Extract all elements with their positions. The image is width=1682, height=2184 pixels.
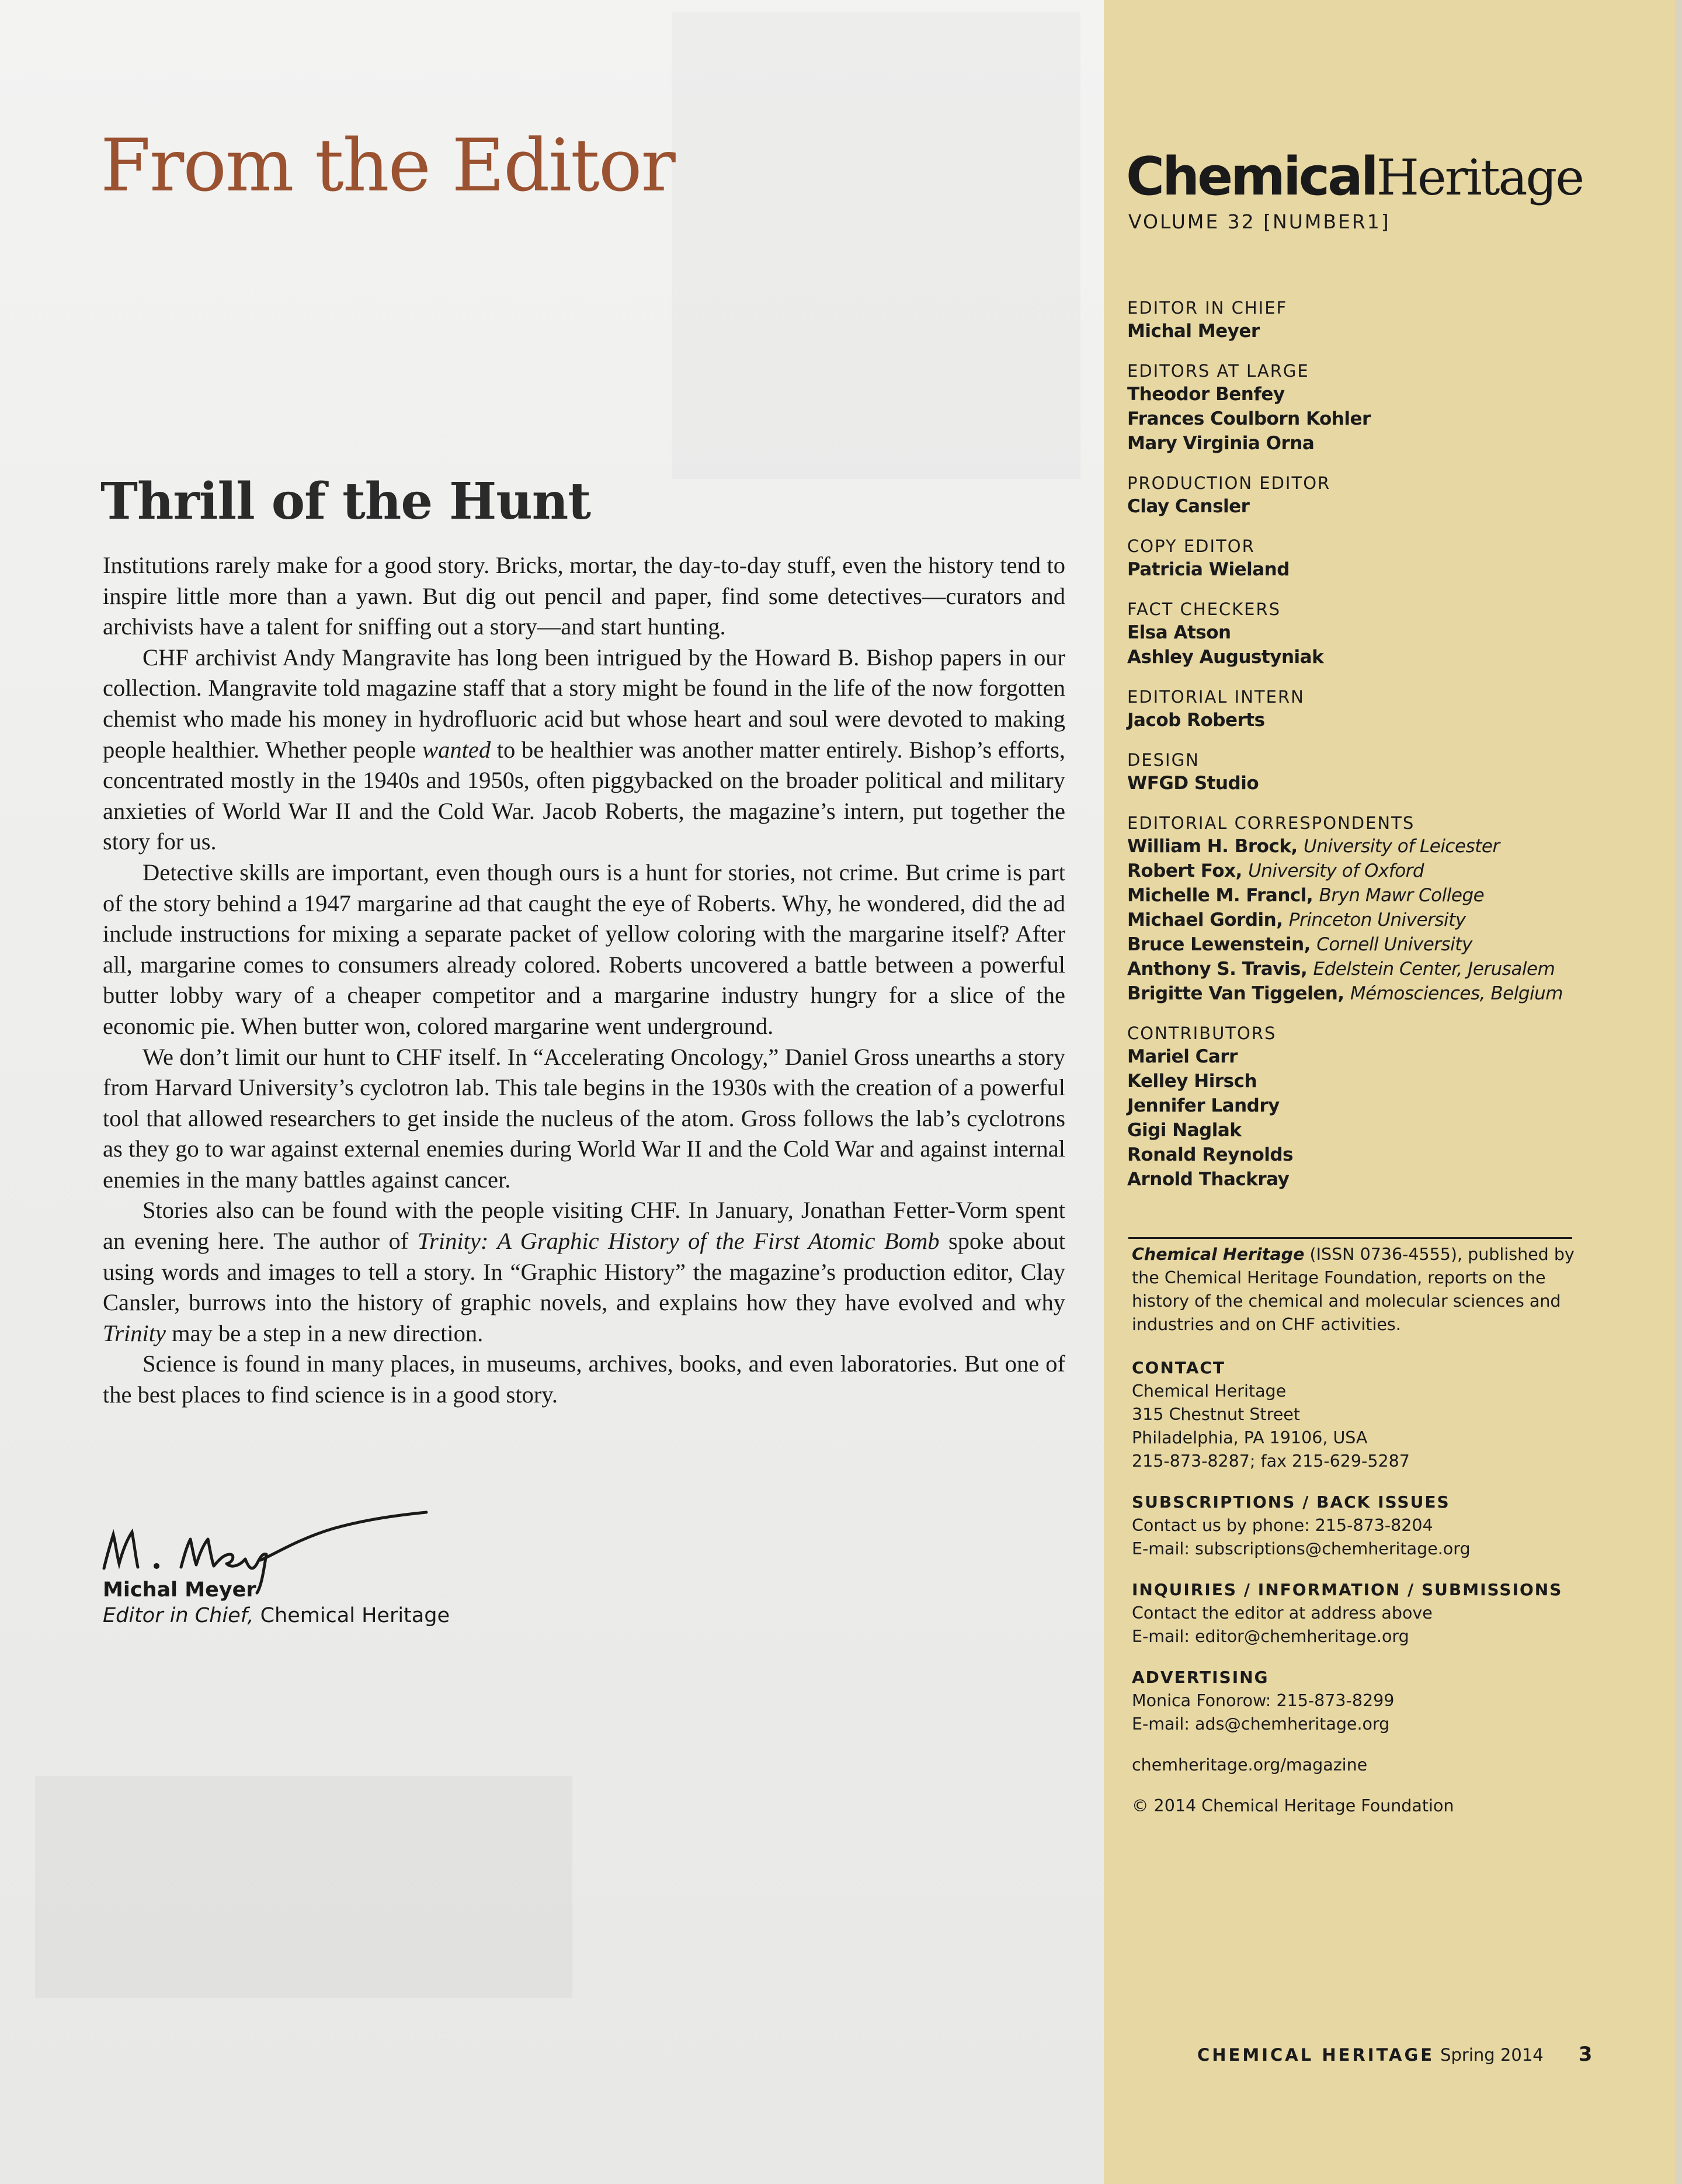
page-footer [1197, 2043, 1653, 2066]
article-title: Thrill of the Hunt [100, 472, 591, 531]
footer-magazine: CHEMICAL HERITAGE [1197, 2045, 1435, 2065]
contact-line: © 2014 Chemical Heritage Foundation [1132, 1796, 1454, 1815]
person-name: Jacob Roberts [1127, 710, 1265, 731]
masthead-role-label: EDITOR IN CHIEF [1127, 298, 1288, 318]
contact-heading: INQUIRIES / INFORMATION / SUBMISSIONS [1132, 1580, 1563, 1599]
masthead-role-label: EDITORIAL INTERN [1127, 687, 1305, 707]
publication-line: history of the chemical and molecular sciences and [1132, 1291, 1561, 1311]
masthead-section [1127, 812, 1653, 1006]
masthead-person [1127, 771, 1653, 796]
masthead-person [1127, 382, 1653, 407]
masthead-person [1127, 1093, 1653, 1118]
masthead-logo-bold: Chemical [1126, 146, 1377, 207]
masthead-section [1127, 686, 1653, 732]
page-edge [1675, 0, 1682, 2184]
person-affiliation: Edelstein Center, Jerusalem [1313, 959, 1555, 980]
masthead-person [1127, 932, 1653, 957]
person-name: Anthony S. Travis, [1127, 959, 1308, 980]
masthead-section [1127, 749, 1653, 796]
person-affiliation: Princeton University [1288, 909, 1466, 930]
masthead-person [1127, 859, 1653, 883]
masthead-role-label: DESIGN [1127, 750, 1200, 770]
footer-issue: Spring 2014 [1440, 2045, 1544, 2065]
person-name: Bruce Lewenstein, [1127, 934, 1311, 955]
person-name: Mary Virginia Orna [1127, 433, 1315, 454]
masthead-person [1127, 431, 1653, 456]
article-paragraph [103, 643, 1065, 857]
publication-line: (ISSN 0736-4555), published by [1304, 1245, 1575, 1264]
person-affiliation: University of Oxford [1248, 860, 1424, 881]
contact-heading: SUBSCRIPTIONS / BACK ISSUES [1132, 1492, 1450, 1512]
masthead-person [1127, 908, 1653, 932]
paragraph-text: may be a step in a new direction. [166, 1320, 484, 1346]
masthead-person [1127, 981, 1653, 1006]
masthead-role-label: COPY EDITOR [1127, 536, 1255, 556]
person-name: Elsa Atson [1127, 622, 1231, 643]
masthead-role-label: CONTRIBUTORS [1127, 1023, 1277, 1043]
person-name: Arnold Thackray [1127, 1169, 1290, 1190]
person-name: WFGD Studio [1127, 773, 1259, 794]
paragraph-text: CHF archivist Andy Mangravite has long been intrigued by the Howard B. Bishop papers in our collection. Mangravite told magazine staff that a story might be found in the life of the now forgotten chemist who made his money in hydrofluoric acid but whose heart and soul were devoted to making people healthier. Whether people [103, 644, 1065, 763]
contact-block [1132, 1356, 1634, 1473]
paragraph-text: Stories also can be found with the people visiting CHF. In January, Jonathan Fetter-Vorm spent an evening here. The author of [103, 1197, 1065, 1255]
person-name: Ashley Augustyniak [1127, 647, 1324, 668]
masthead-person [1127, 407, 1653, 431]
italic-title: wanted [422, 736, 491, 763]
contact-heading: CONTACT [1132, 1358, 1226, 1377]
publication-statement [1132, 1243, 1634, 1336]
publication-line: industries and on CHF activities. [1132, 1315, 1401, 1334]
person-affiliation: Bryn Mawr College [1319, 885, 1485, 906]
person-name: Michelle M. Francl, [1127, 885, 1313, 906]
publication-info [1132, 1243, 1634, 1835]
person-name: Kelley Hirsch [1127, 1071, 1257, 1092]
paragraph-text: to be healthier was another matter entirely. Bishop’s efforts, concentrated mostly in the 1940s and 1950s, often piggybacked on the broader political and military anxieties of World War II and the Cold War. Jacob Roberts, the magazine’s intern, put together the story for us. [103, 736, 1065, 855]
contact-line: 315 Chestnut Street [1132, 1405, 1300, 1424]
signature-role-publication: Chemical Heritage [253, 1604, 450, 1627]
contact-block [1132, 1578, 1634, 1648]
masthead-role-label: FACT CHECKERS [1127, 599, 1281, 619]
publication-line: the Chemical Heritage Foundation, reports on the [1132, 1268, 1546, 1287]
contact-block [1132, 1666, 1634, 1736]
person-name: Gigi Naglak [1127, 1120, 1242, 1141]
masthead-person [1127, 645, 1653, 669]
masthead-person [1127, 1118, 1653, 1143]
masthead-logo-serif: Heritage [1376, 149, 1583, 206]
masthead-section [1127, 598, 1653, 669]
person-name: Clay Cansler [1127, 496, 1250, 517]
contact-line: Contact us by phone: 215-873-8204 [1132, 1516, 1433, 1535]
person-name: Ronald Reynolds [1127, 1144, 1294, 1165]
contact-line: Monica Fonorow: 215-873-8299 [1132, 1691, 1395, 1710]
masthead-section [1127, 535, 1653, 582]
section-heading: From the Editor [100, 124, 675, 208]
person-name: Michael Gordin, [1127, 909, 1283, 930]
page-number: 3 [1578, 2043, 1593, 2066]
signature-role [103, 1604, 450, 1627]
masthead-person [1127, 834, 1653, 859]
contact-line: chemheritage.org/magazine [1132, 1755, 1368, 1775]
person-affiliation: Cornell University [1316, 934, 1472, 955]
contact-line: E-mail: ads@chemheritage.org [1132, 1714, 1390, 1734]
article-paragraph [103, 1349, 1065, 1410]
contact-block [1132, 1491, 1634, 1561]
masthead-person [1127, 1069, 1653, 1093]
contact-block [1132, 1794, 1634, 1818]
contact-line: Philadelphia, PA 19106, USA [1132, 1428, 1368, 1447]
paragraph-text: Institutions rarely make for a good story. Bricks, mortar, the day-to-day stuff, even the history tend to inspire little more than a yawn. But dig out pencil and paper, find some detectives—curators and archivists have a talent for sniffing out a story—and start hunting. [103, 552, 1065, 640]
person-affiliation: Mémosciences, Belgium [1350, 983, 1563, 1004]
article-paragraph [103, 1042, 1065, 1196]
contact-line: E-mail: subscriptions@chemheritage.org [1132, 1539, 1471, 1558]
paragraph-text: spoke about using words and images to tell a story. In “Graphic History” the magazine’s production editor, Clay Cansler, burrows into the history of graphic novels, and explains how they have evolved and why [103, 1228, 1065, 1316]
article-paragraph [103, 857, 1065, 1042]
masthead-person [1127, 494, 1653, 519]
person-name: Michal Meyer [1127, 321, 1260, 342]
masthead-section [1127, 472, 1653, 519]
masthead-person [1127, 557, 1653, 582]
masthead-person [1127, 1143, 1653, 1167]
masthead-role-label: PRODUCTION EDITOR [1127, 473, 1331, 493]
masthead-person [1127, 1167, 1653, 1192]
person-name: Brigitte Van Tiggelen, [1127, 983, 1344, 1004]
publication-name: Chemical Heritage [1132, 1245, 1305, 1264]
italic-title: Trinity [103, 1320, 166, 1346]
person-name: Patricia Wieland [1127, 559, 1290, 580]
person-name: Theodor Benfey [1127, 384, 1285, 405]
contact-block [1132, 1754, 1634, 1777]
person-affiliation: University of Leicester [1304, 836, 1500, 857]
masthead-section [1127, 297, 1653, 343]
article-paragraph [103, 1195, 1065, 1349]
masthead-staff-list [1127, 297, 1653, 1208]
person-name: Robert Fox, [1127, 860, 1242, 881]
signature-name: Michal Meyer [103, 1578, 256, 1602]
person-name: Jennifer Landry [1127, 1095, 1280, 1116]
masthead-role-label: EDITORS AT LARGE [1127, 361, 1309, 381]
article-paragraph [103, 550, 1065, 643]
masthead-role-label: EDITORIAL CORRESPONDENTS [1127, 813, 1415, 833]
masthead-person [1127, 620, 1653, 645]
signature-role-title: Editor in Chief, [103, 1604, 254, 1627]
contact-heading: ADVERTISING [1132, 1668, 1269, 1687]
masthead-section [1127, 360, 1653, 456]
paragraph-text: We don’t limit our hunt to CHF itself. In “Accelerating Oncology,” Daniel Gross unearths a story from Harvard University’s cyclotron lab. This tale begins in the 1930s with the creation of a powerful tool that allowed researchers to get inside the nucleus of the atom. Gross follows the lab’s cyclotrons as they go to war against external enemies during World War II and the Cold War and against internal enemies in the many battles against cancer. [103, 1043, 1065, 1193]
contact-line: Contact the editor at address above [1132, 1603, 1433, 1623]
masthead-section [1127, 1022, 1653, 1192]
masthead-logo [1126, 146, 1583, 207]
masthead-person [1127, 708, 1653, 732]
masthead-person [1127, 1044, 1653, 1069]
contact-line: 215-873-8287; fax 215-629-5287 [1132, 1452, 1410, 1471]
contact-blocks [1132, 1356, 1634, 1818]
italic-title: Trinity: A Graphic History of the First Atomic Bomb [417, 1228, 940, 1255]
show-through-panel-lower [35, 1776, 572, 1998]
divider [1128, 1237, 1572, 1239]
masthead-person [1127, 883, 1653, 908]
paragraph-text: Detective skills are important, even though ours is a hunt for stories, not crime. But crime is part of the story behind a 1947 margarine ad that caught the eye of Roberts. Why, he wondered, did the ad include instructions for mixing a separate packet of yellow coloring with the margarine itself? After all, margarine comes to consumers already colored. Roberts uncovered a battle between a powerful butter lobby wary of a cheaper competitor and a margarine industry hungry for a slice of the economic pie. When butter won, colored margarine went underground. [103, 859, 1065, 1039]
person-name: William H. Brock, [1127, 836, 1298, 857]
show-through-panel [672, 12, 1080, 479]
person-name: Frances Coulborn Kohler [1127, 408, 1371, 429]
masthead-person [1127, 319, 1653, 343]
masthead-volume: VOLUME 32 [NUMBER1] [1128, 210, 1391, 233]
paragraph-text: Science is found in many places, in museums, archives, books, and even laboratories. But one of the best places to find science is in a good story. [103, 1350, 1065, 1408]
person-name: Mariel Carr [1127, 1046, 1238, 1067]
contact-line: Chemical Heritage [1132, 1381, 1287, 1401]
contact-line: E-mail: editor@chemheritage.org [1132, 1627, 1409, 1646]
article-body [103, 550, 1065, 1411]
masthead-person [1127, 957, 1653, 981]
